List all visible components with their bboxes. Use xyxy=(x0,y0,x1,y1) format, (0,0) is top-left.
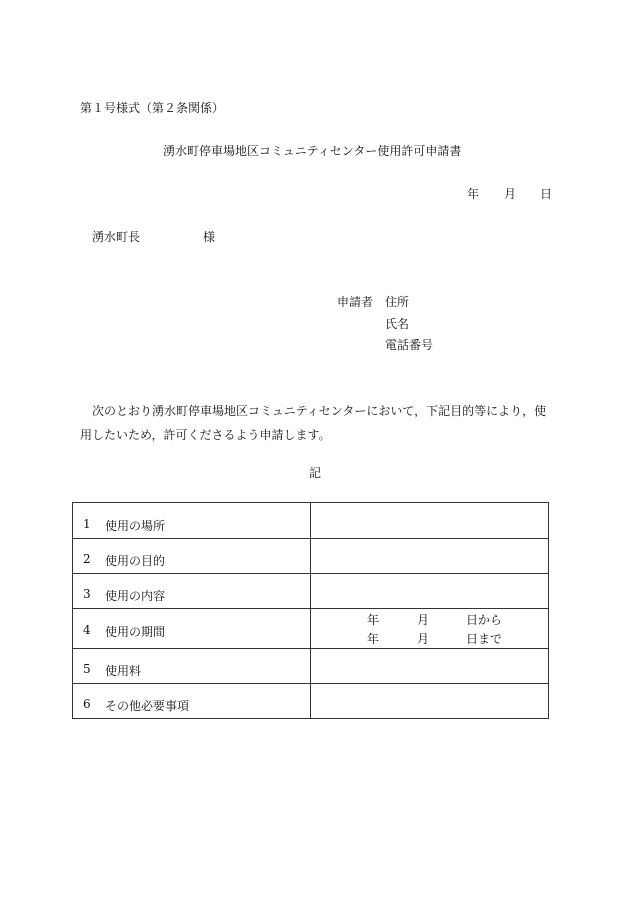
table-row xyxy=(73,574,549,609)
table-row xyxy=(73,649,549,684)
period-from-month: 月 xyxy=(417,612,430,627)
item-label: その他必要事項 xyxy=(105,699,190,713)
item-number: 2 xyxy=(83,552,91,566)
table-row xyxy=(73,539,549,574)
item-label: 使用の内容 xyxy=(105,589,166,603)
table-row xyxy=(73,609,549,649)
date-month-label: 月 xyxy=(504,187,517,201)
item-number: 1 xyxy=(83,517,91,531)
item-label: 使用の場所 xyxy=(105,519,166,533)
addressee-honorific: 様 xyxy=(203,230,216,244)
item-label: 使用の目的 xyxy=(105,554,166,568)
period-field[interactable] xyxy=(311,609,549,649)
period-to-year: 年 xyxy=(367,631,380,646)
item-label: 使用の期間 xyxy=(105,625,166,639)
application-statement: 次のとおり湧水町停車場地区コミュニティセンターにおいて，下記目的等により，使用したいため，許可くださるよう申請します。 xyxy=(80,404,547,442)
applicant-name-label: 氏名 xyxy=(385,317,410,331)
period-from-day: 日から xyxy=(466,612,503,627)
item-number: 3 xyxy=(83,587,91,601)
item-value-field[interactable] xyxy=(311,684,549,719)
applicant-address-label: 住所 xyxy=(385,295,410,309)
item-number: 5 xyxy=(83,662,91,676)
item-number: 4 xyxy=(83,623,91,637)
applicant-label: 申請者 xyxy=(337,295,374,309)
item-value-field[interactable] xyxy=(311,649,549,684)
ki-heading: 記 xyxy=(309,466,322,480)
date-year-label: 年 xyxy=(467,187,480,201)
item-value-field[interactable] xyxy=(311,574,549,609)
addressee-name: 湧水町長 xyxy=(92,230,141,244)
period-to-day: 日まで xyxy=(466,631,503,646)
item-value-field[interactable] xyxy=(311,539,549,574)
applicant-phone-label: 電話番号 xyxy=(385,338,434,352)
item-label: 使用料 xyxy=(105,664,142,678)
period-to-month: 月 xyxy=(417,631,430,646)
period-from-year: 年 xyxy=(367,612,380,627)
date-day-label: 日 xyxy=(540,187,553,201)
table-row xyxy=(73,684,549,719)
form-number: 第１号様式（第２条関係） xyxy=(80,101,225,115)
item-number: 6 xyxy=(83,697,91,711)
item-value-field[interactable] xyxy=(311,503,549,539)
table-row xyxy=(73,503,549,539)
application-items-table xyxy=(72,502,549,719)
page-title: 湧水町停車場地区コミュニティセンター使用許可申請書 xyxy=(163,144,462,158)
